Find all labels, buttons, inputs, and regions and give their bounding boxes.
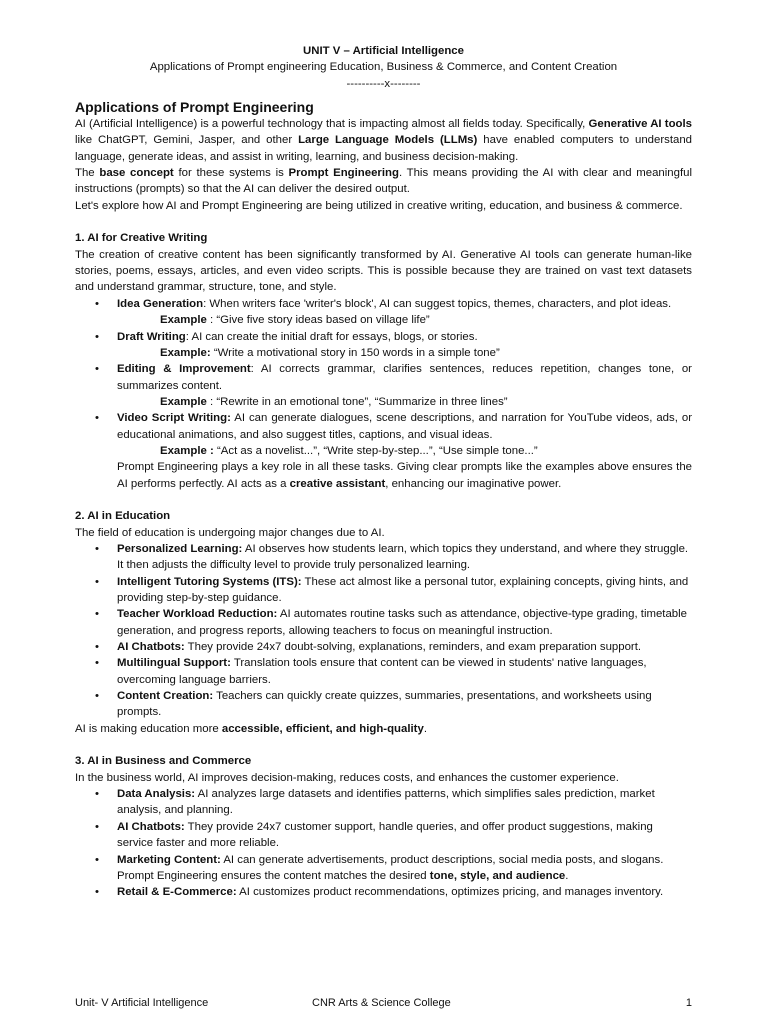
list-item: • Retail & E-Commerce: AI customizes product recommendations, optimizes pricing, and manages inventory. <box>75 884 692 900</box>
bullet-icon: • <box>95 641 99 654</box>
section1-closing: Prompt Engineering plays a key role in all these tasks. Giving clear prompts like the examples above ensures the AI performs perfectly. AI acts as a creative assistant, enhancing our imaginative power. <box>117 461 692 490</box>
item-label: Content Creation: <box>117 690 214 703</box>
list-item: • AI Chatbots: They provide 24x7 doubt-solving, explanations, reminders, and exam preparation support. <box>75 639 692 655</box>
bullet-icon: • <box>95 363 99 376</box>
bullet-icon: • <box>95 575 99 588</box>
list-item: • Multilingual Support: Translation tools ensure that content can be viewed in students' native languages, overcoming language barriers. <box>95 657 647 686</box>
footer-unit-label: Unit- V Artificial Intelligence <box>75 997 209 1009</box>
section1-list <box>75 296 692 459</box>
list-item: • Marketing Content: AI can generate advertisements, product descriptions, social media posts, and slogans. Prompt Engineering ensures the content matches the desired tone, style, and audience. <box>95 853 664 882</box>
item-label: Teacher Workload Reduction: <box>117 608 278 621</box>
item-label: AI Chatbots: <box>117 641 185 654</box>
section3-heading: 3. AI in Business and Commerce <box>75 755 252 768</box>
list-item: • Data Analysis: AI analyzes large datasets and identifies patterns, which simplifies sales prediction, market analysis, and planning. <box>95 788 655 817</box>
document-subtitle: Applications of Prompt engineering Education, Business & Commerce, and Content Creation <box>149 61 618 74</box>
item-label: Video Script Writing: <box>117 412 231 425</box>
bullet-icon: • <box>95 412 99 425</box>
list-item: • Draft Writing: AI can create the initial draft for essays, blogs, or stories. Example: “Write a motivational story in 150 words in a simple tone” <box>75 329 692 362</box>
item-label: Multilingual Support: <box>117 657 231 670</box>
section3-intro: In the business world, AI improves decision-making, reduces costs, and enhances the customer experience. <box>75 771 619 784</box>
section2-heading: 2. AI in Education <box>75 510 171 523</box>
list-item: • Editing & Improvement: AI corrects grammar, clarifies sentences, reduces repetition, changes tone, or summarizes content. Example : “Rewrite in an emotional tone”, “Summarize in three lines” <box>75 361 692 410</box>
separator-line: ----------x-------- <box>346 77 421 90</box>
bullet-icon: • <box>95 608 99 621</box>
page-number: 1 <box>685 997 692 1009</box>
item-label: Idea Generation <box>117 297 204 310</box>
list-item: • Intelligent Tutoring Systems (ITS): These act almost like a personal tutor, explaining concepts, giving hints, and providing step-by-step guidance. <box>95 575 689 604</box>
bullet-icon: • <box>95 820 99 833</box>
item-label: Personalized Learning: <box>117 542 243 555</box>
list-item: • Teacher Workload Reduction: AI automates routine tasks such as attendance, objective-type grading, timetable generation, and progress reports, allowing teachers to focus on meaningful instruction. <box>95 608 688 637</box>
intro-paragraph-3: Let's explore how AI and Prompt Engineering are being utilized in creative writing, education, and business & commerce. <box>75 199 683 212</box>
footer-college-name: CNR Arts & Science College <box>312 997 451 1009</box>
bullet-icon: • <box>95 853 99 866</box>
list-item: • Personalized Learning: AI observes how students learn, which topics they understand, and where they struggle. It then adjusts the difficulty level to provide truly personalized learning. <box>95 542 689 572</box>
section1-heading: 1. AI for Creative Writing <box>75 232 208 245</box>
section2-closing: AI is making education more accessible, efficient, and high-quality. <box>75 722 427 735</box>
example-line: Example : “Act as a novelist...”, “Write step-by-step...”, “Use simple tone...” <box>160 444 538 457</box>
bullet-icon: • <box>95 330 99 343</box>
bullet-icon: • <box>95 886 99 899</box>
intro-paragraph-1: AI (Artificial Intelligence) is a powerful technology that is impacting almost all fields today. Specifically, Generative AI tools like ChatGPT, Gemini, Jasper, and other Large Language Models (LLMs) have enabled computers to understand language, generate ideas, and assist in writing, learning, and business decision-making. <box>75 118 692 163</box>
bullet-icon: • <box>95 657 99 670</box>
bullet-icon: • <box>95 690 99 703</box>
main-heading: Applications of Prompt Engineering <box>75 99 314 116</box>
list-item: • Idea Generation: When writers face 'writer's block', AI can suggest topics, themes, characters, and plot ideas. Example : “Give five story ideas based on village life” <box>75 296 692 329</box>
bullet-icon: • <box>95 542 99 555</box>
section1-intro: The creation of creative content has been significantly transformed by AI. Generative AI tools can generate human-like stories, poems, essays, articles, and even video scripts. This is possible because they are trained on vast text datasets and understand grammar, structure, tone, and style. <box>75 248 692 294</box>
section2-intro: The field of education is undergoing major changes due to AI. <box>75 526 385 539</box>
list-item: • Video Script Writing: AI can generate dialogues, scene descriptions, and narration for YouTube videos, ads, or educational animations, and also suggest titles, captions, and visual ideas. Example : “Act as a novelist...”, “Write step-by-step...”, “Use simple tone...” <box>75 410 692 459</box>
section3-list <box>75 786 692 900</box>
example-line: Example: “Write a motivational story in 150 words in a simple tone” <box>160 346 500 359</box>
intro-paragraph-2: The base concept for these systems is Prompt Engineering. This means providing the AI with clear and meaningful instructions (prompts) so that the AI can deliver the desired output. <box>75 167 692 196</box>
list-item: • AI Chatbots: They provide 24x7 customer support, handle queries, and offer product suggestions, making service faster and more reliable. <box>95 820 653 850</box>
item-label: Draft Writing <box>117 330 186 343</box>
list-item: • Content Creation: Teachers can quickly create quizzes, summaries, presentations, and worksheets using prompts. <box>95 690 652 719</box>
example-line: Example : “Rewrite in an emotional tone”, “Summarize in three lines” <box>160 395 508 408</box>
unit-title: UNIT V – Artificial Intelligence <box>303 45 464 57</box>
bullet-icon: • <box>95 788 99 801</box>
example-line: Example : “Give five story ideas based on village life” <box>160 314 430 327</box>
bullet-icon: • <box>95 297 99 310</box>
item-label: Editing & Improvement <box>117 363 251 376</box>
page-footer <box>75 997 692 1013</box>
page-content <box>75 43 692 901</box>
section2-list <box>75 541 692 721</box>
item-label: Intelligent Tutoring Systems (ITS): <box>117 575 302 588</box>
